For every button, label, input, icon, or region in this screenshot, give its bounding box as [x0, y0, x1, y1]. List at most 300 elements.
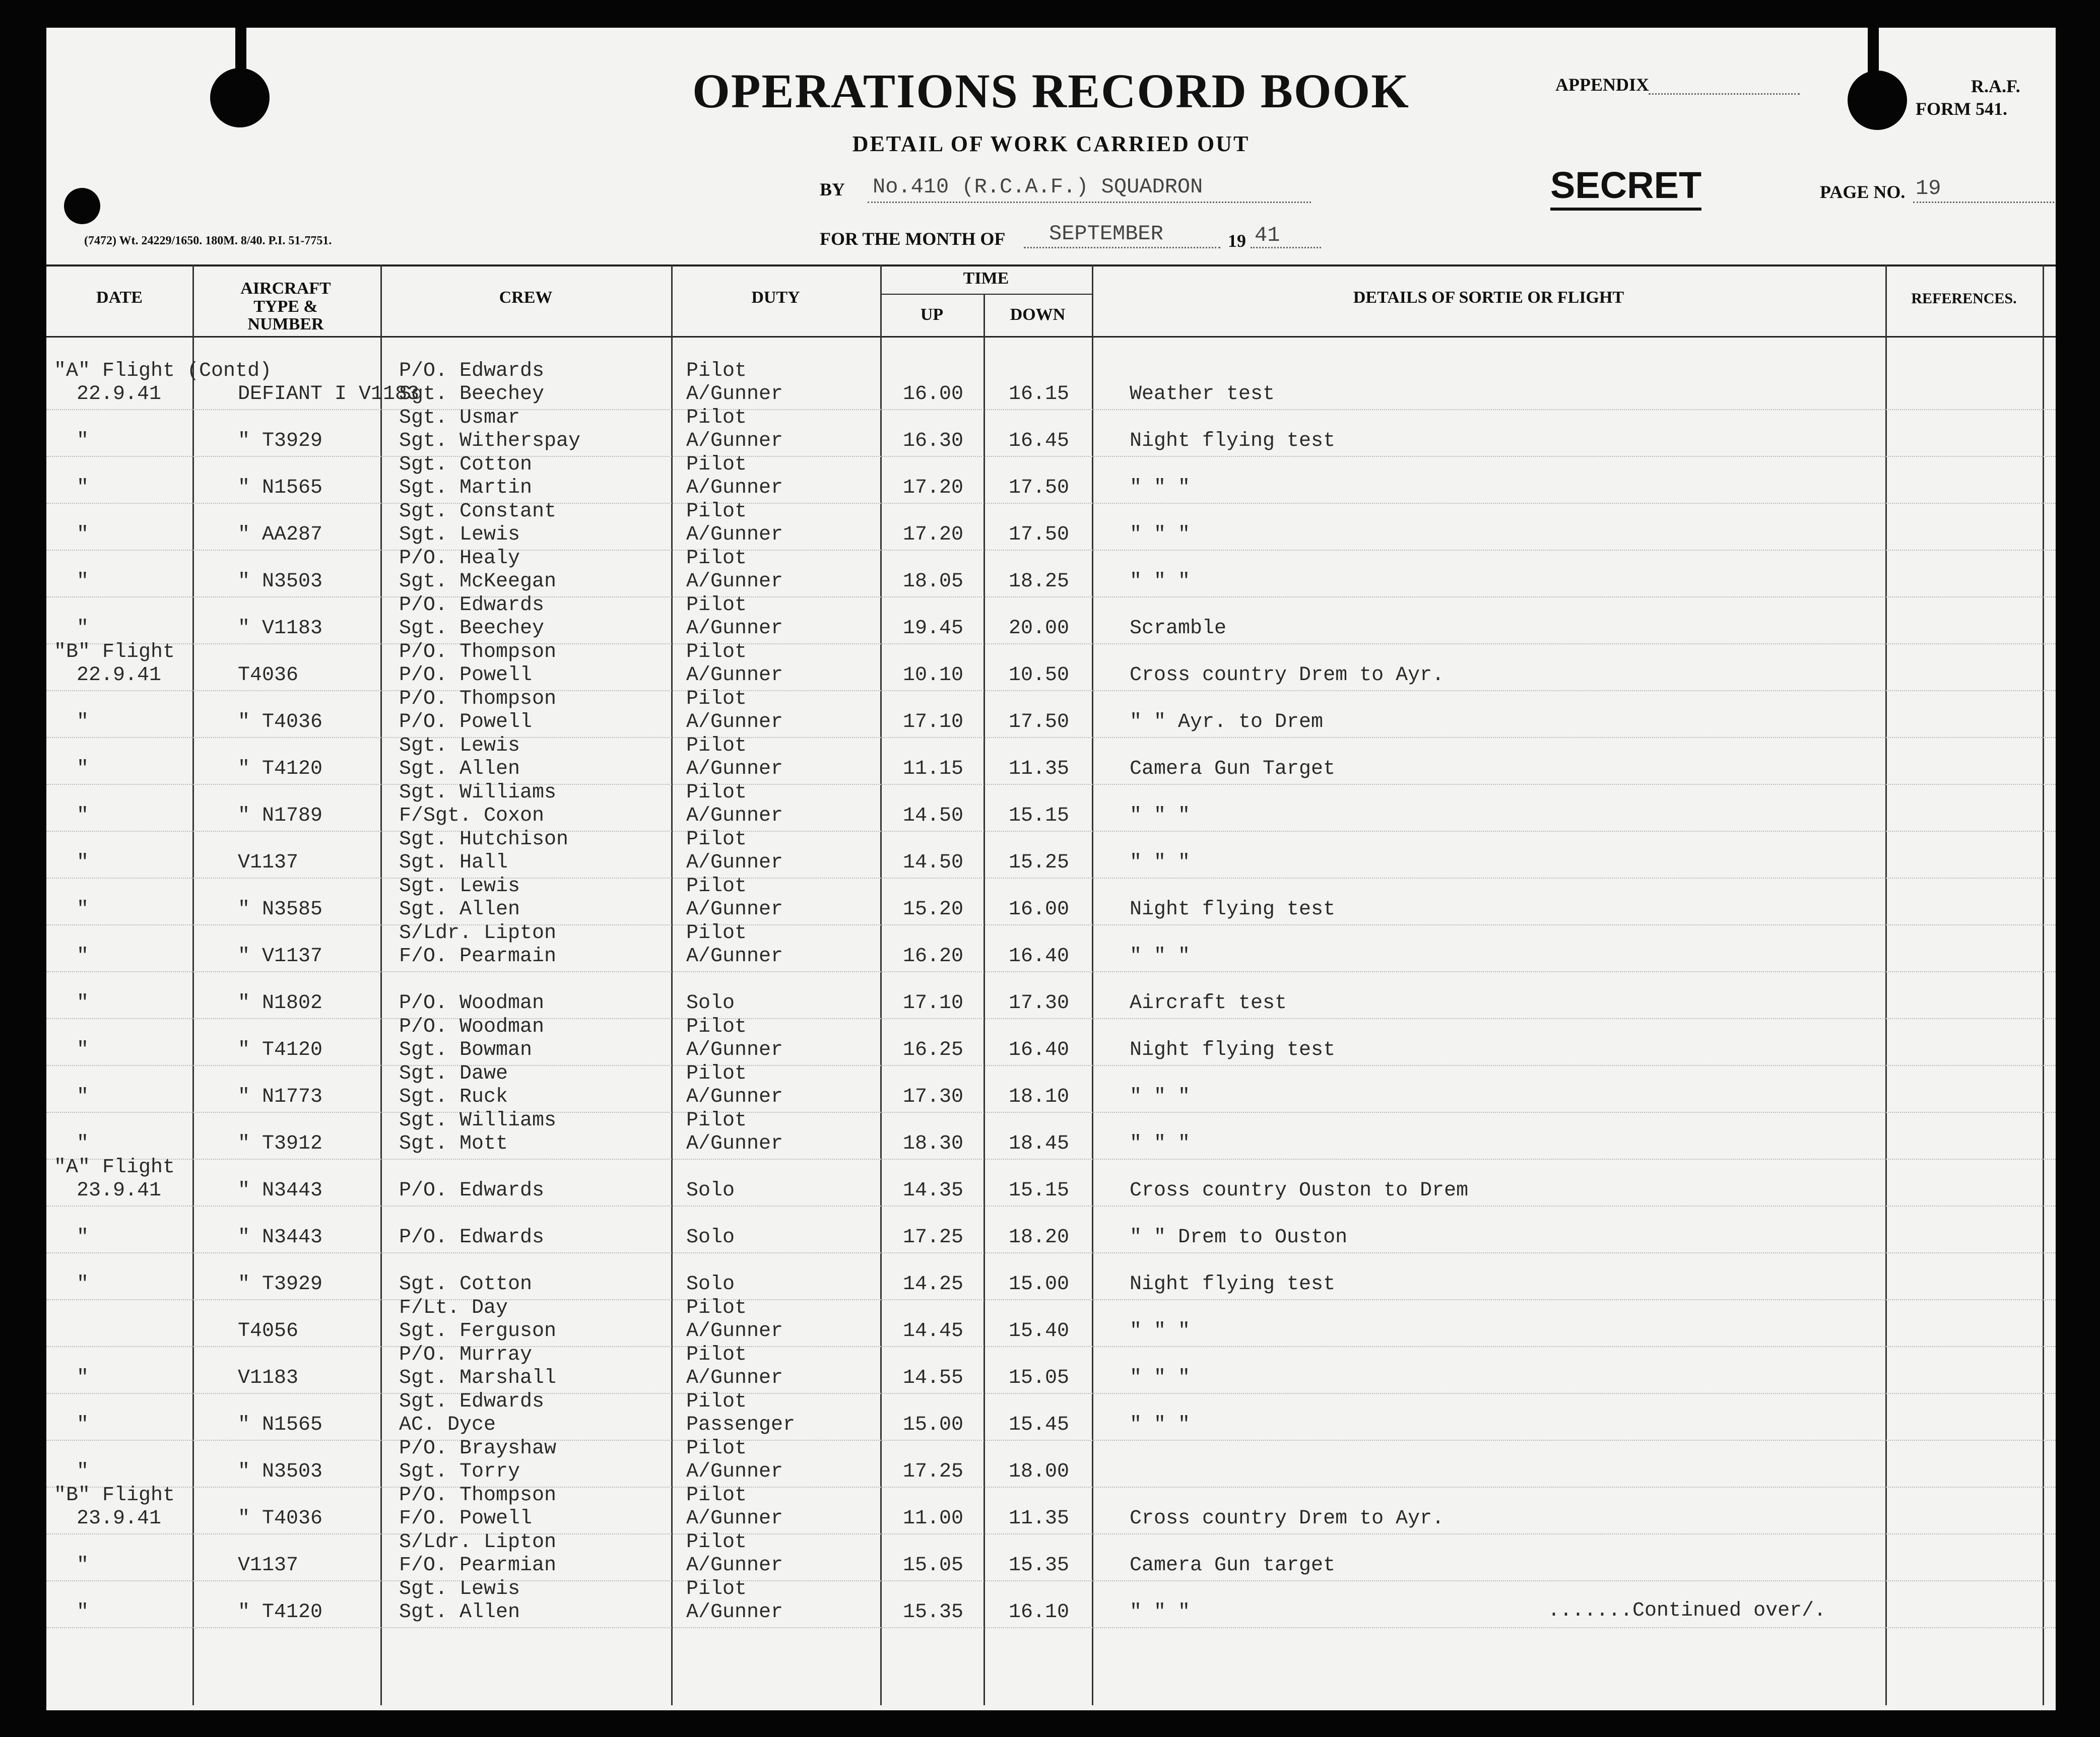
cell-time-down: 15.25 [1009, 851, 1070, 874]
cell-time-up: 14.50 [903, 805, 964, 827]
cell-crew-2: Sgt. Beechey [399, 383, 545, 406]
cell-details: Cross country Drem to Ayr. [1130, 1507, 1445, 1530]
cell-crew-1: P/O. Woodman [399, 1016, 545, 1038]
cell-time-up: 19.45 [903, 617, 964, 640]
cell-aircraft: V1137 [238, 1554, 299, 1577]
ruled-line [46, 831, 2056, 832]
ruled-line [46, 1206, 2056, 1207]
cell-aircraft: " T4036 [238, 1507, 323, 1530]
cell-details: Camera Gun Target [1130, 758, 1336, 780]
ruled-line [46, 1018, 2056, 1019]
col-divider-time [983, 294, 985, 1705]
cell-date: " [77, 1226, 89, 1249]
cell-date: " [77, 523, 89, 546]
cell-details: Night flying test [1130, 898, 1336, 921]
cell-aircraft: " N1789 [238, 805, 323, 827]
cell-time-up: 17.20 [903, 523, 964, 546]
cell-aircraft: " N1565 [238, 477, 323, 499]
cell-date: " [77, 430, 89, 452]
cell-time-up: 14.45 [903, 1320, 964, 1343]
cell-time-down: 10.50 [1009, 664, 1070, 687]
cell-crew-2: P/O. Edwards [399, 1179, 545, 1202]
cell-duty-2: A/Gunner [686, 430, 783, 452]
cell-crew-2: F/Sgt. Coxon [399, 805, 545, 827]
header-down: DOWN [1010, 305, 1066, 324]
cell-time-up: 17.30 [903, 1086, 964, 1108]
ruled-line [46, 690, 2056, 691]
cell-time-up: 17.10 [903, 711, 964, 733]
cell-aircraft: " V1137 [238, 945, 323, 968]
cell-duty-2: A/Gunner [686, 1554, 783, 1577]
cell-time-down: 16.00 [1009, 898, 1070, 921]
ruled-line [46, 1440, 2056, 1441]
cell-time-down: 15.00 [1009, 1273, 1070, 1296]
header-date: DATE [96, 288, 143, 307]
secret-stamp: SECRET [1550, 164, 1701, 211]
cell-crew-1: Sgt. Cotton [399, 453, 533, 476]
continued-note: .......Continued over/. [1548, 1599, 1826, 1622]
cell-time-down: 18.25 [1009, 570, 1070, 593]
cell-time-down: 17.50 [1009, 523, 1070, 546]
cell-time-up: 15.00 [903, 1414, 964, 1436]
cell-details: " " " [1130, 477, 1191, 499]
cell-aircraft: " T3912 [238, 1132, 323, 1155]
cell-duty-2: A/Gunner [686, 851, 783, 874]
by-label: BY [820, 179, 845, 199]
ruled-line [46, 924, 2056, 925]
cell-aircraft: " T4120 [238, 1039, 323, 1061]
col-divider-date [192, 264, 194, 1705]
cell-date: " [77, 851, 89, 874]
col-divider-aircraft [380, 264, 382, 1705]
cell-crew-1: S/Ldr. Lipton [399, 922, 557, 945]
cell-duty-1: Pilot [686, 875, 747, 898]
cell-details: Night flying test [1130, 1273, 1336, 1296]
cell-crew-2: Sgt. Torry [399, 1460, 520, 1483]
cell-time-up: 17.20 [903, 477, 964, 499]
year-value: 41 [1255, 223, 1280, 247]
cell-duty-1: Pilot [686, 1484, 747, 1507]
cell-flight: "A" Flight (Contd) [54, 360, 272, 382]
cell-duty-2: A/Gunner [686, 1320, 783, 1343]
page-no-label: PAGE NO. [1820, 182, 1906, 202]
ruled-line [46, 1627, 2056, 1628]
ruled-line [46, 1159, 2056, 1160]
cell-time-up: 18.05 [903, 570, 964, 593]
cell-time-down: 18.10 [1009, 1086, 1070, 1108]
cell-details: " " " [1130, 805, 1191, 827]
cell-time-down: 15.15 [1009, 1179, 1070, 1202]
cell-details: " " " [1130, 570, 1191, 593]
cell-date: 23.9.41 [77, 1507, 162, 1530]
cell-aircraft: " T4120 [238, 758, 323, 780]
cell-crew-2: Sgt. Allen [399, 1601, 520, 1624]
cell-duty-1: Pilot [686, 407, 747, 429]
cell-time-up: 16.00 [903, 383, 964, 406]
cell-aircraft: " T4036 [238, 711, 323, 733]
cell-flight: "B" Flight [54, 1484, 175, 1507]
cell-duty-2: A/Gunner [686, 570, 783, 593]
cell-duty-1: Pilot [686, 1531, 747, 1554]
cell-time-down: 15.40 [1009, 1320, 1070, 1343]
cell-duty-1: Pilot [686, 1109, 747, 1132]
cell-time-down: 18.00 [1009, 1460, 1070, 1483]
print-code: (7472) Wt. 24229/1650. 180M. 8/40. P.I. 51-7751. [84, 234, 332, 247]
page-number: 19 [1916, 176, 1941, 201]
cell-duty-1: Pilot [686, 547, 747, 570]
cell-details: " " " [1130, 523, 1191, 546]
cell-time-up: 11.00 [903, 1507, 964, 1530]
year-prefix: 19 [1228, 231, 1246, 251]
cell-details: Night flying test [1130, 430, 1336, 452]
cell-details: " " Ayr. to Drem [1130, 711, 1324, 733]
cell-duty-2: A/Gunner [686, 711, 783, 733]
cell-duty-2: Passenger [686, 1414, 796, 1436]
cell-details: Scramble [1130, 617, 1227, 640]
cell-crew-1: Sgt. Lewis [399, 875, 520, 898]
cell-date: 22.9.41 [77, 664, 162, 687]
cell-aircraft: " N3585 [238, 898, 323, 921]
cell-date: " [77, 477, 89, 499]
ruled-line [46, 1393, 2056, 1394]
cell-aircraft: V1183 [238, 1367, 299, 1389]
cell-duty-1: Pilot [686, 1297, 747, 1319]
cell-time-up: 15.20 [903, 898, 964, 921]
month-label: FOR THE MONTH OF [820, 229, 1006, 249]
cell-crew-2: F/O. Pearmain [399, 945, 557, 968]
col-divider-references [2043, 264, 2044, 1705]
cell-flight: "B" Flight [54, 641, 175, 663]
cell-date: " [77, 1554, 89, 1577]
cell-date: " [77, 805, 89, 827]
cell-duty-2: A/Gunner [686, 1507, 783, 1530]
cell-date: " [77, 570, 89, 593]
cell-aircraft: " N3443 [238, 1226, 323, 1249]
cell-date: " [77, 711, 89, 733]
cell-duty-1: Pilot [686, 1437, 747, 1460]
cell-time-down: 18.45 [1009, 1132, 1070, 1155]
cell-aircraft: " N3443 [238, 1179, 323, 1202]
cell-time-down: 16.15 [1009, 383, 1070, 406]
cell-aircraft: " T3929 [238, 1273, 323, 1296]
col-divider-details [1885, 264, 1887, 1705]
cell-time-up: 10.10 [903, 664, 964, 687]
cell-time-down: 11.35 [1009, 758, 1070, 780]
cell-time-down: 16.45 [1009, 430, 1070, 452]
cell-aircraft: " N3503 [238, 1460, 323, 1483]
cell-time-up: 17.10 [903, 992, 964, 1015]
cell-date: " [77, 1414, 89, 1436]
cell-duty-2: A/Gunner [686, 477, 783, 499]
cell-crew-1: P/O. Thompson [399, 688, 557, 710]
cell-time-down: 17.50 [1009, 711, 1070, 733]
cell-time-down: 20.00 [1009, 617, 1070, 640]
cell-time-up: 14.50 [903, 851, 964, 874]
cell-date: " [77, 1367, 89, 1389]
cell-duty-2: A/Gunner [686, 383, 783, 406]
cell-duty-2: Solo [686, 992, 735, 1015]
cell-crew-2: Sgt. Beechey [399, 617, 545, 640]
cell-crew-1: Sgt. Lewis [399, 1578, 520, 1600]
cell-time-up: 15.35 [903, 1601, 964, 1624]
page-title: OPERATIONS RECORD BOOK [692, 64, 1410, 118]
cell-time-down: 17.30 [1009, 992, 1070, 1015]
cell-duty-1: Pilot [686, 1016, 747, 1038]
ruled-line [46, 878, 2056, 879]
cell-duty-1: Pilot [686, 1390, 747, 1413]
record-sheet [46, 28, 2056, 1710]
cell-crew-2: Sgt. Allen [399, 898, 520, 921]
cell-crew-2: Sgt. Ruck [399, 1086, 508, 1108]
squadron-line [868, 202, 1311, 203]
cell-details: " " " [1130, 1086, 1191, 1108]
cell-time-down: 16.40 [1009, 1039, 1070, 1061]
cell-duty-1: Pilot [686, 500, 747, 523]
cell-time-down: 15.45 [1009, 1414, 1070, 1436]
table-header-rule [46, 336, 2056, 338]
cell-date: " [77, 617, 89, 640]
table-top-rule [46, 264, 2056, 266]
cell-aircraft: T4056 [238, 1320, 299, 1343]
cell-crew-1: Sgt. Williams [399, 781, 557, 804]
cell-crew-2: Sgt. Mott [399, 1132, 508, 1155]
header-aircraft: AIRCRAFT TYPE & NUMBER [240, 279, 331, 334]
cell-crew-1: Sgt. Williams [399, 1109, 557, 1132]
cell-details: " " " [1130, 1601, 1191, 1624]
ruled-line [46, 971, 2056, 972]
cell-duty-1: Pilot [686, 641, 747, 663]
cell-time-up: 14.55 [903, 1367, 964, 1389]
cell-duty-2: Solo [686, 1273, 735, 1296]
cell-date: " [77, 992, 89, 1015]
col-divider-duty [880, 264, 882, 1705]
cell-crew-1: S/Ldr. Lipton [399, 1531, 557, 1554]
year-line [1251, 247, 1321, 248]
cell-duty-1: Pilot [686, 360, 747, 382]
ruled-line [46, 456, 2056, 457]
cell-time-up: 14.35 [903, 1179, 964, 1202]
cell-duty-2: A/Gunner [686, 1132, 783, 1155]
cell-crew-2: P/O. Woodman [399, 992, 545, 1015]
cell-crew-1: P/O. Brayshaw [399, 1437, 557, 1460]
month-line [1024, 247, 1220, 248]
cell-duty-1: Pilot [686, 453, 747, 476]
cell-duty-1: Pilot [686, 734, 747, 757]
cell-crew-2: Sgt. Allen [399, 758, 520, 780]
cell-time-up: 16.25 [903, 1039, 964, 1061]
cell-duty-2: A/Gunner [686, 898, 783, 921]
cell-crew-1: P/O. Thompson [399, 1484, 557, 1507]
appendix-line [1649, 93, 1800, 95]
cell-crew-1: P/O. Thompson [399, 641, 557, 663]
cell-crew-2: AC. Dyce [399, 1414, 496, 1436]
ruled-line [46, 643, 2056, 644]
cell-time-up: 18.30 [903, 1132, 964, 1155]
cell-date: " [77, 1460, 89, 1483]
cell-time-down: 18.20 [1009, 1226, 1070, 1249]
ruled-line [46, 1580, 2056, 1581]
cell-duty-2: A/Gunner [686, 945, 783, 968]
cell-date: " [77, 758, 89, 780]
cell-crew-2: P/O. Edwards [399, 1226, 545, 1249]
cell-details: Cross country Ouston to Drem [1130, 1179, 1469, 1202]
cell-date: " [77, 1601, 89, 1624]
cell-details: Aircraft test [1130, 992, 1287, 1015]
ruled-line [46, 1533, 2056, 1534]
punch-hole-small [64, 188, 100, 224]
cell-crew-1: P/O. Healy [399, 547, 520, 570]
cell-details: " " " [1130, 1132, 1191, 1155]
cell-crew-2: Sgt. McKeegan [399, 570, 557, 593]
cell-duty-2: A/Gunner [686, 664, 783, 687]
cell-details: " " Drem to Ouston [1130, 1226, 1348, 1249]
cell-duty-2: A/Gunner [686, 1086, 783, 1108]
cell-duty-2: Solo [686, 1179, 735, 1202]
cell-time-down: 15.15 [1009, 805, 1070, 827]
cell-crew-1: P/O. Murray [399, 1344, 533, 1366]
cell-crew-2: F/O. Powell [399, 1507, 533, 1530]
ruled-line [46, 737, 2056, 738]
month-value: SEPTEMBER [1049, 222, 1163, 246]
cell-crew-2: P/O. Powell [399, 664, 533, 687]
cell-date: 23.9.41 [77, 1179, 162, 1202]
appendix-label: APPENDIX [1555, 75, 1649, 95]
cell-details: Cross country Drem to Ayr. [1130, 664, 1445, 687]
cell-crew-2: Sgt. Lewis [399, 523, 520, 546]
form-label: FORM 541. [1916, 99, 2007, 119]
cell-crew-1: P/O. Edwards [399, 360, 545, 382]
cell-time-down: 17.50 [1009, 477, 1070, 499]
cell-time-up: 17.25 [903, 1226, 964, 1249]
cell-crew-1: P/O. Edwards [399, 594, 545, 617]
header-details: DETAILS OF SORTIE OR FLIGHT [1353, 288, 1624, 307]
ruled-line [46, 409, 2056, 410]
cell-aircraft: " T4120 [238, 1601, 323, 1624]
cell-time-up: 14.25 [903, 1273, 964, 1296]
ruled-line [46, 1346, 2056, 1347]
cell-details: " " " [1130, 1367, 1191, 1389]
cell-duty-1: Pilot [686, 922, 747, 945]
cell-date: " [77, 1132, 89, 1155]
cell-time-down: 16.10 [1009, 1601, 1070, 1624]
page-no-line [1913, 202, 2054, 203]
ruled-line [46, 550, 2056, 551]
cell-crew-2: Sgt. Bowman [399, 1039, 533, 1061]
cell-duty-1: Pilot [686, 1344, 747, 1366]
ruled-line [46, 1487, 2056, 1488]
cell-date: " [77, 1273, 89, 1296]
cell-duty-1: Pilot [686, 828, 747, 851]
cell-details: Night flying test [1130, 1039, 1336, 1061]
ruled-line [46, 1299, 2056, 1300]
raf-label: R.A.F. [1971, 76, 2020, 96]
cell-crew-2: Sgt. Hall [399, 851, 508, 874]
cell-duty-1: Pilot [686, 688, 747, 710]
header-references: REFERENCES. [1911, 290, 2017, 307]
cell-date: " [77, 945, 89, 968]
header-duty: DUTY [751, 288, 800, 307]
cell-aircraft: V1137 [238, 851, 299, 874]
cell-details: Camera Gun target [1130, 1554, 1336, 1577]
cell-time-down: 11.35 [1009, 1507, 1070, 1530]
cell-crew-1: Sgt. Usmar [399, 407, 520, 429]
cell-crew-2: Sgt. Marshall [399, 1367, 557, 1389]
page-subtitle: DETAIL OF WORK CARRIED OUT [852, 131, 1250, 156]
cell-aircraft: T4036 [238, 664, 299, 687]
header-crew: CREW [499, 288, 553, 307]
cell-time-up: 16.20 [903, 945, 964, 968]
cell-time-down: 15.05 [1009, 1367, 1070, 1389]
cell-duty-2: A/Gunner [686, 1601, 783, 1624]
cell-details: " " " [1130, 851, 1191, 874]
cell-time-up: 16.30 [903, 430, 964, 452]
cell-duty-2: A/Gunner [686, 758, 783, 780]
header-up: UP [920, 305, 944, 324]
squadron-name: No.410 (R.C.A.F.) SQUADRON [873, 175, 1203, 199]
cell-flight: "A" Flight [54, 1156, 175, 1179]
ruled-line [46, 1112, 2056, 1113]
cell-date: 22.9.41 [77, 383, 162, 406]
cell-date: " [77, 1039, 89, 1061]
cell-details: " " " [1130, 1414, 1191, 1436]
cell-crew-2: Sgt. Martin [399, 477, 533, 499]
ruled-line [46, 503, 2056, 504]
cell-date: " [77, 1086, 89, 1108]
cell-crew-2: F/O. Pearmian [399, 1554, 557, 1577]
cell-crew-1: Sgt. Constant [399, 500, 557, 523]
cell-details: Weather test [1130, 383, 1275, 406]
cell-time-down: 15.35 [1009, 1554, 1070, 1577]
col-divider-down [1092, 264, 1093, 1705]
cell-aircraft: " T3929 [238, 430, 323, 452]
cell-crew-1: Sgt. Dawe [399, 1062, 508, 1085]
cell-crew-1: Sgt. Lewis [399, 734, 520, 757]
cell-details: " " " [1130, 1320, 1191, 1343]
cell-duty-2: A/Gunner [686, 617, 783, 640]
cell-details: " " " [1130, 945, 1191, 968]
cell-aircraft: " N1802 [238, 992, 323, 1015]
col-divider-crew [671, 264, 673, 1705]
cell-duty-2: Solo [686, 1226, 735, 1249]
cell-duty-1: Pilot [686, 1062, 747, 1085]
operations-table [46, 264, 2056, 1705]
header-time: TIME [963, 269, 1009, 288]
cell-aircraft: " N3503 [238, 570, 323, 593]
cell-duty-2: A/Gunner [686, 1460, 783, 1483]
ruled-line [46, 784, 2056, 785]
ruled-line [46, 1065, 2056, 1066]
cell-time-up: 15.05 [903, 1554, 964, 1577]
cell-crew-2: Sgt. Ferguson [399, 1320, 557, 1343]
cell-crew-2: P/O. Powell [399, 711, 533, 733]
cell-crew-1: Sgt. Edwards [399, 1390, 545, 1413]
cell-aircraft: " V1183 [238, 617, 323, 640]
cell-duty-1: Pilot [686, 781, 747, 804]
cell-date: " [77, 898, 89, 921]
cell-duty-2: A/Gunner [686, 805, 783, 827]
cell-time-up: 17.25 [903, 1460, 964, 1483]
cell-crew-2: Sgt. Witherspay [399, 430, 581, 452]
cell-duty-1: Pilot [686, 1578, 747, 1600]
cell-duty-1: Pilot [686, 594, 747, 617]
cell-crew-1: F/Lt. Day [399, 1297, 508, 1319]
cell-crew-1: Sgt. Hutchison [399, 828, 569, 851]
cell-aircraft: " AA287 [238, 523, 323, 546]
ruled-line [46, 596, 2056, 597]
cell-duty-2: A/Gunner [686, 1039, 783, 1061]
cell-duty-2: A/Gunner [686, 1367, 783, 1389]
cell-duty-2: A/Gunner [686, 523, 783, 546]
